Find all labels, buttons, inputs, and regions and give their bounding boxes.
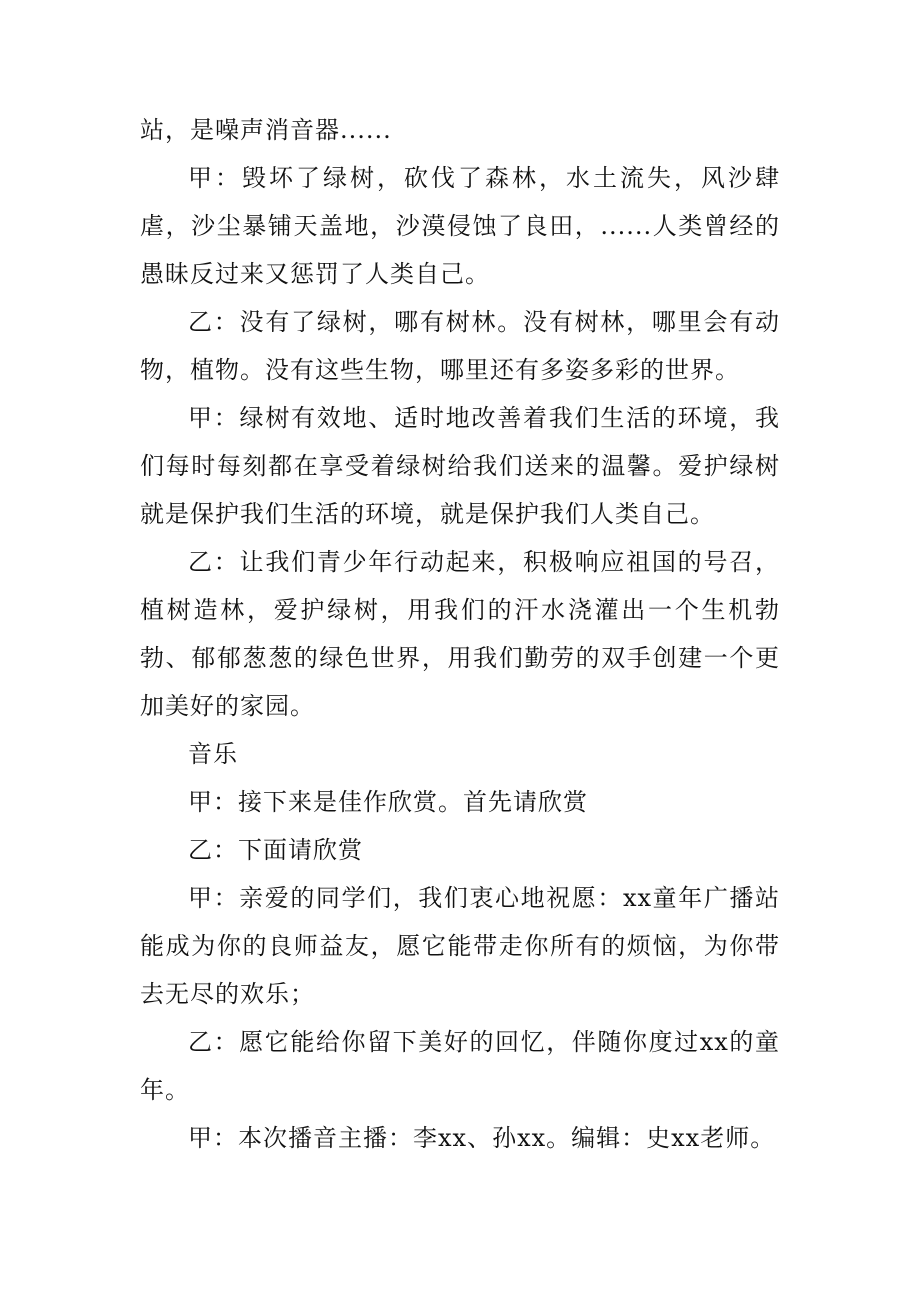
paragraph-yi-memories: 乙：愿它能给你留下美好的回忆，伴随你度过xx的童年。 (140, 1028, 780, 1104)
document-body (140, 106, 780, 1162)
paragraph-jia-protect-environment: 甲：绿树有效地、适时地改善着我们生活的环境，我们每时每刻都在享受着绿树给我们送来的温馨。爱护绿树就是保护我们生活的环境，就是保护我们人类自己。 (140, 404, 780, 528)
paragraph-yi-appreciation: 乙：下面请欣赏 (188, 836, 363, 864)
paragraph-jia-appreciation: 甲：接下来是佳作欣赏。首先请欣赏 (188, 788, 588, 816)
paragraph-jia-credits: 甲：本次播音主播：李xx、孙xx。编辑：史xx老师。 (188, 1124, 776, 1152)
paragraph-yi-no-trees: 乙：没有了绿树，哪有树林。没有树林，哪里会有动物，植物。没有这些生物，哪里还有多姿多彩的世界。 (140, 308, 780, 384)
paragraph-jia-deforestation: 甲：毁坏了绿树，砍伐了森林，水土流失，风沙肆虐，沙尘暴铺天盖地，沙漠侵蚀了良田，......人类曾经的愚昧反过来又惩罚了人类自己。 (140, 164, 780, 288)
paragraph-continuation: 站，是噪声消音器...... (140, 116, 392, 144)
paragraph-music-cue: 音乐 (188, 740, 238, 768)
paragraph-yi-call-to-action: 乙：让我们青少年行动起来，积极响应祖国的号召，植树造林，爱护绿树，用我们的汗水浇灌出一个生机勃勃、郁郁葱葱的绿色世界，用我们勤劳的双手创建一个更加美好的家园。 (140, 548, 780, 720)
paragraph-jia-wishes: 甲：亲爱的同学们，我们衷心地祝愿：xx童年广播站能成为你的良师益友，愿它能带走你所有的烦恼，为你带去无尽的欢乐； (140, 884, 780, 1008)
